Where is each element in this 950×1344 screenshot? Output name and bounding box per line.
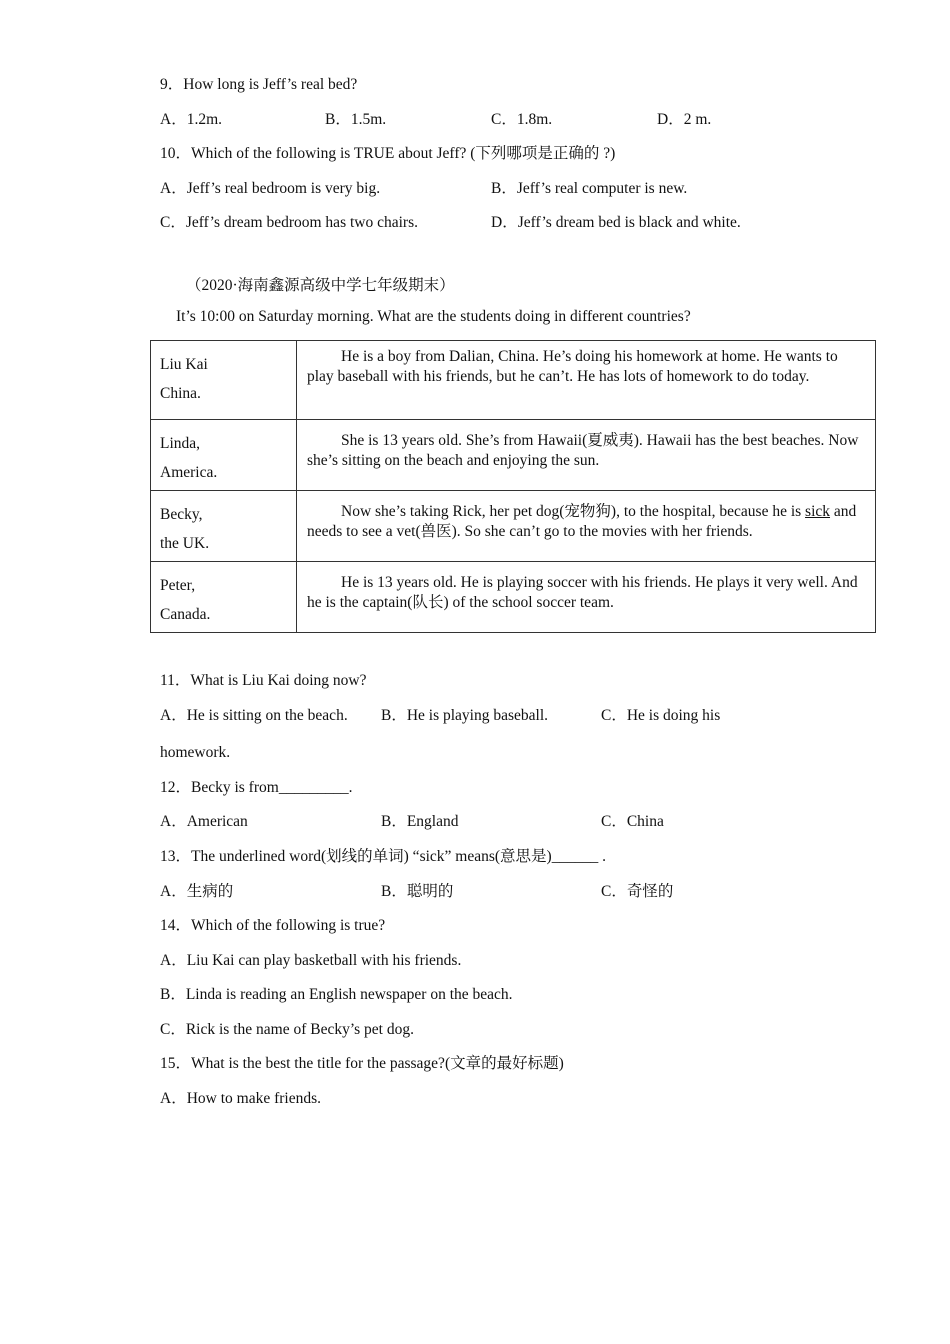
passage-intro: It’s 10:00 on Saturday morning. What are the students doing in different countries? <box>176 308 691 325</box>
description-text: He is 13 years old. He is playing soccer with his friends. He plays it very well. And he is the captain(队长) of the school soccer team. <box>307 574 858 611</box>
q11-option-c-continued: homework. <box>160 744 231 761</box>
question-10: 10．Which of the following is TRUE about Jeff? (下列哪项是正确的 ?) <box>160 145 616 162</box>
q9-option-d: D．2 m. <box>657 111 712 128</box>
q11-option-b: B．He is playing baseball. <box>381 707 549 724</box>
q11-option-c: C．He is doing his <box>601 707 721 724</box>
student-country: America. <box>160 464 218 481</box>
description-cell <box>297 491 876 562</box>
table-row <box>151 491 876 562</box>
student-cell <box>151 562 297 633</box>
student-country: the UK. <box>160 535 210 552</box>
table-row <box>151 341 876 420</box>
q12-option-a: A．American <box>160 813 248 830</box>
student-cell <box>151 420 297 491</box>
q13-option-b: B．聪明的 <box>381 883 454 900</box>
student-name: Linda, <box>160 435 201 452</box>
student-cell <box>151 491 297 562</box>
q15-option-a: A．How to make friends. <box>160 1090 321 1107</box>
q10-option-b: B．Jeff’s real computer is new. <box>491 180 688 197</box>
q12-option-b: B．England <box>381 813 459 830</box>
passage-source: （2020·海南鑫源高级中学七年级期末） <box>186 277 455 294</box>
description-text-after: and needs to see a vet(兽医). So she can’t go to the movies with her friends. <box>307 503 857 540</box>
q10-option-c: C．Jeff’s dream bedroom has two chairs. <box>160 214 418 231</box>
q9-option-c: C．1.8m. <box>491 111 553 128</box>
q9-option-b: B．1.5m. <box>325 111 387 128</box>
question-13: 13．The underlined word(划线的单词) “sick” means(意思是)______ . <box>160 848 606 865</box>
question-14: 14．Which of the following is true? <box>160 917 386 934</box>
q14-option-a: A．Liu Kai can play basketball with his friends. <box>160 952 462 969</box>
q11-option-a: A．He is sitting on the beach. <box>160 707 348 724</box>
description-text-before: Now she’s taking Rick, her pet dog(宠物狗), to the hospital, because he is <box>341 503 806 520</box>
q12-option-c: C．China <box>601 813 664 830</box>
question-9: 9．How long is Jeff’s real bed? <box>160 76 358 93</box>
passage-table <box>150 340 876 633</box>
student-name: Peter, <box>160 577 196 594</box>
q9-option-a: A．1.2m. <box>160 111 223 128</box>
student-country: China. <box>160 385 201 402</box>
q13-option-a: A．生病的 <box>160 883 234 900</box>
description-cell <box>297 562 876 633</box>
description-text: He is a boy from Dalian, China. He’s doing his homework at home. He wants to play baseball with his friends, but he can’t. He has lots of homework to do today. <box>307 348 838 385</box>
question-11: 11．What is Liu Kai doing now? <box>160 672 367 689</box>
description-text: She is 13 years old. She’s from Hawaii(夏威夷). Hawaii has the best beaches. Now she’s sitting on the beach and enjoying the sun. <box>307 432 859 469</box>
table-row <box>151 420 876 491</box>
q14-option-c: C．Rick is the name of Becky’s pet dog. <box>160 1021 414 1038</box>
question-12: 12．Becky is from_________. <box>160 779 353 796</box>
student-cell <box>151 341 297 420</box>
q13-option-c: C．奇怪的 <box>601 883 674 900</box>
q14-option-b: B．Linda is reading an English newspaper on the beach. <box>160 986 513 1003</box>
q10-option-d: D．Jeff’s dream bed is black and white. <box>491 214 741 231</box>
student-name: Becky, <box>160 506 203 523</box>
student-country: Canada. <box>160 606 211 623</box>
q10-option-a: A．Jeff’s real bedroom is very big. <box>160 180 381 197</box>
student-name: Liu Kai <box>160 356 208 373</box>
description-cell <box>297 420 876 491</box>
underlined-word: sick <box>805 503 831 520</box>
description-cell <box>297 341 876 420</box>
question-15: 15．What is the best the title for the passage?(文章的最好标题) <box>160 1055 564 1072</box>
table-row <box>151 562 876 633</box>
